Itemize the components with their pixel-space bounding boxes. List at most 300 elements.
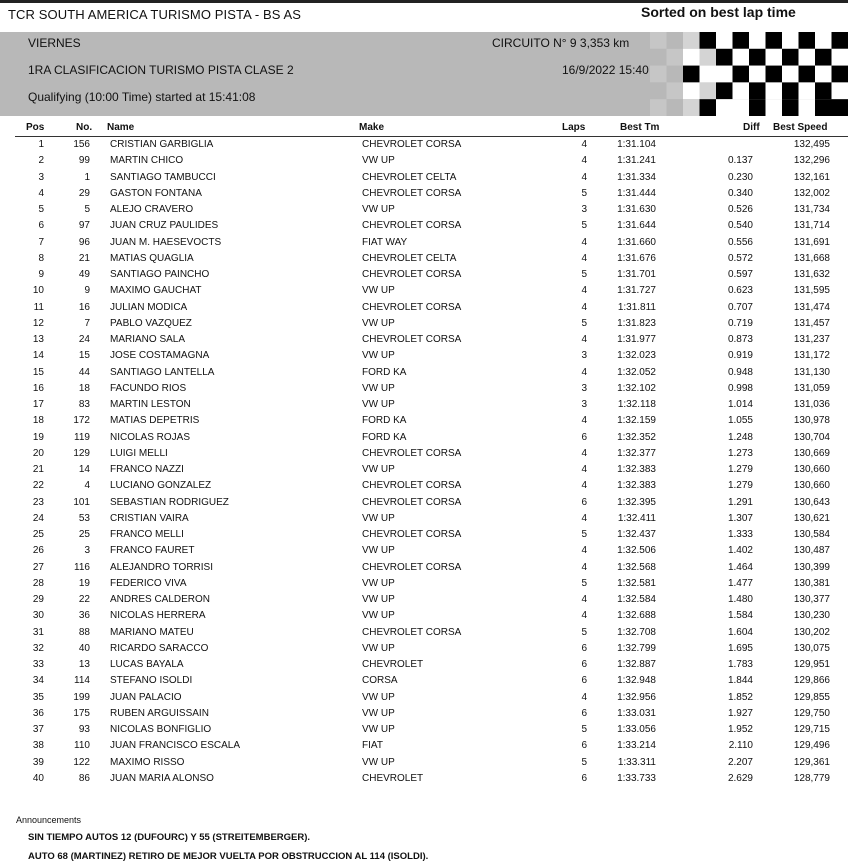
cell-diff: 1.014 — [727, 399, 753, 410]
cell-pos: 6 — [38, 220, 44, 232]
cell-laps: 4 — [581, 464, 587, 475]
cell-diff: 0.340 — [727, 187, 753, 199]
cell-best: 1:31.334 — [617, 171, 656, 183]
cell-name: FRANCO MELLI — [110, 529, 184, 540]
cell-speed: 130,704 — [793, 431, 830, 443]
cell-no: 4 — [84, 480, 90, 492]
cell-speed: 129,361 — [793, 756, 830, 768]
cell-pos: 2 — [38, 155, 44, 167]
cell-no: 19 — [78, 577, 90, 589]
table-row — [0, 561, 848, 577]
cell-best: 1:31.977 — [617, 334, 656, 345]
cell-laps: 4 — [581, 236, 587, 248]
cell-no: 16 — [78, 301, 90, 313]
cell-name: GASTON FONTANA — [110, 187, 202, 199]
cell-speed: 132,002 — [793, 187, 830, 199]
cell-name: STEFANO ISOLDI — [110, 675, 193, 687]
cell-speed: 131,130 — [793, 366, 830, 378]
cell-no: 116 — [74, 561, 90, 573]
cell-no: 93 — [78, 724, 90, 735]
cell-best: 1:31.644 — [617, 220, 656, 232]
cell-best: 1:32.956 — [617, 691, 656, 703]
cell-name: LUIGI MELLI — [110, 447, 168, 459]
cell-no: 122 — [73, 756, 90, 768]
cell-diff: 0.873 — [727, 334, 753, 345]
cell-diff: 0.597 — [727, 269, 753, 280]
cell-diff: 1.480 — [727, 594, 753, 605]
cell-no: 86 — [78, 772, 90, 784]
cell-laps: 3 — [581, 399, 587, 410]
cell-name: ALEJO CRAVERO — [110, 204, 194, 215]
cell-best: 1:31.701 — [617, 269, 656, 280]
cell-no: 156 — [73, 139, 90, 150]
cell-name: LUCIANO GONZALEZ — [110, 480, 212, 492]
cell-speed: 130,075 — [793, 642, 830, 654]
announcement-line: SIN TIEMPO AUTOS 12 (DUFOURC) Y 55 (STREITEMBERGER). — [28, 832, 311, 843]
cell-speed: 130,669 — [793, 447, 830, 459]
cell-name: JULIAN MODICA — [110, 301, 188, 313]
announcement-line: AUTO 68 (MARTINEZ) RETIRO DE MEJOR VUELTA POR OBSTRUCCION AL 114 (ISOLDI). — [28, 851, 429, 862]
table-row — [0, 366, 848, 382]
cell-speed: 131,734 — [793, 204, 830, 215]
cell-best: 1:32.688 — [617, 610, 656, 622]
cell-diff: 0.707 — [727, 301, 753, 313]
cell-speed: 131,691 — [793, 236, 830, 248]
cell-speed: 129,855 — [793, 691, 830, 703]
cell-laps: 6 — [581, 496, 587, 508]
cell-best: 1:31.727 — [617, 285, 656, 297]
cell-name: MARIANO MATEU — [110, 626, 194, 638]
cell-best: 1:32.568 — [617, 561, 656, 573]
cell-diff: 1.055 — [727, 415, 753, 427]
cell-pos: 29 — [32, 594, 44, 605]
cell-laps: 5 — [581, 269, 587, 280]
cell-pos: 5 — [38, 204, 44, 215]
cell-laps: 4 — [581, 366, 587, 378]
cell-best: 1:32.377 — [617, 447, 656, 459]
cell-no: 49 — [78, 269, 90, 280]
table-row — [0, 268, 848, 284]
cell-speed: 130,660 — [793, 464, 830, 475]
cell-pos: 27 — [32, 561, 44, 573]
cell-name: FRANCO FAURET — [110, 545, 195, 557]
cell-diff: 1.279 — [727, 464, 753, 475]
cell-speed: 132,161 — [793, 171, 830, 183]
cell-pos: 19 — [32, 431, 44, 443]
cell-laps: 6 — [581, 642, 587, 654]
cell-laps: 4 — [581, 171, 587, 183]
session-datetime: 16/9/2022 15:40 — [562, 63, 649, 77]
cell-best: 1:31.241 — [617, 155, 656, 167]
session-name: 1RA CLASIFICACION TURISMO PISTA CLASE 2 — [28, 63, 294, 77]
cell-name: MARTIN LESTON — [110, 399, 191, 410]
cell-make: CHEVROLET — [362, 772, 424, 784]
cell-no: 199 — [73, 691, 90, 703]
cell-speed: 130,399 — [793, 561, 830, 573]
cell-speed: 129,866 — [793, 675, 830, 687]
cell-name: JOSE COSTAMAGNA — [110, 350, 210, 362]
cell-pos: 17 — [32, 399, 44, 410]
table-row — [0, 496, 848, 512]
cell-pos: 12 — [32, 317, 44, 329]
cell-laps: 5 — [581, 187, 587, 199]
cell-no: 29 — [78, 187, 90, 199]
cell-best: 1:32.383 — [617, 480, 656, 492]
cell-laps: 3 — [581, 204, 587, 215]
cell-name: NICOLAS BONFIGLIO — [110, 724, 212, 735]
cell-no: 5 — [84, 204, 90, 215]
cell-make: CHEVROLET CORSA — [362, 529, 462, 540]
cell-no: 9 — [84, 285, 90, 297]
cell-name: MARTIN CHICO — [110, 155, 184, 167]
cell-make: VW UP — [362, 399, 395, 410]
cell-name: SANTIAGO PAINCHO — [110, 269, 210, 280]
cell-pos: 26 — [32, 545, 44, 557]
cell-best: 1:32.581 — [617, 577, 656, 589]
cell-pos: 10 — [32, 285, 44, 297]
cell-best: 1:31.811 — [617, 301, 656, 313]
cell-pos: 28 — [32, 577, 44, 589]
cell-pos: 4 — [38, 187, 44, 199]
table-row — [0, 414, 848, 430]
cell-name: NICOLAS ROJAS — [110, 431, 191, 443]
cell-make: VW UP — [362, 756, 395, 768]
cell-name: MAXIMO GAUCHAT — [110, 285, 202, 297]
cell-speed: 130,381 — [793, 577, 830, 589]
table-row — [0, 171, 848, 187]
cell-best: 1:32.411 — [617, 512, 656, 524]
cell-pos: 33 — [32, 659, 44, 670]
cell-no: 3 — [84, 545, 90, 557]
table-row — [0, 479, 848, 495]
cell-no: 83 — [78, 399, 90, 410]
cell-name: JUAN CRUZ PAULIDES — [110, 220, 219, 232]
cell-make: FIAT — [362, 740, 383, 752]
cell-best: 1:32.948 — [617, 675, 656, 687]
cell-best: 1:33.031 — [617, 707, 656, 719]
cell-best: 1:32.352 — [617, 431, 656, 443]
cell-laps: 4 — [581, 155, 587, 167]
cell-no: 110 — [74, 740, 90, 752]
table-row — [0, 349, 848, 365]
cell-diff: 0.623 — [727, 285, 753, 297]
cell-diff: 1.783 — [727, 659, 753, 670]
cell-name: JUAN FRANCISCO ESCALA — [110, 740, 241, 752]
cell-best: 1:31.444 — [617, 187, 656, 199]
cell-no: 7 — [84, 317, 90, 329]
cell-pos: 31 — [32, 626, 44, 638]
cell-pos: 20 — [32, 447, 44, 459]
cell-laps: 5 — [581, 756, 587, 768]
results-table — [0, 138, 848, 788]
cell-speed: 129,496 — [793, 740, 830, 752]
cell-diff: 1.477 — [727, 577, 753, 589]
cell-make: VW UP — [362, 642, 395, 654]
cell-pos: 3 — [38, 171, 44, 183]
cell-pos: 8 — [38, 252, 44, 264]
cell-speed: 131,172 — [793, 350, 830, 362]
cell-laps: 5 — [581, 577, 587, 589]
cell-no: 25 — [78, 529, 90, 540]
qualifying-info: Qualifying (10:00 Time) started at 15:41:08 — [28, 90, 256, 104]
cell-make: CHEVROLET CORSA — [362, 334, 462, 345]
day-label: VIERNES — [28, 36, 81, 50]
cell-pos: 24 — [32, 512, 44, 524]
table-row — [0, 382, 848, 398]
col-diff-header: Diff — [743, 122, 760, 133]
table-row — [0, 512, 848, 528]
cell-speed: 130,487 — [793, 545, 830, 557]
col-speed-header: Best Speed — [773, 122, 828, 133]
cell-make: CHEVROLET CELTA — [362, 171, 457, 183]
cell-name: SANTIAGO TAMBUCCI — [110, 171, 216, 183]
cell-name: MATIAS DEPETRIS — [110, 415, 200, 427]
cell-diff: 1.464 — [727, 561, 753, 573]
cell-best: 1:32.799 — [617, 642, 656, 654]
cell-pos: 13 — [32, 334, 44, 345]
cell-diff: 1.927 — [727, 707, 753, 719]
cell-name: JUAN M. HAESEVOCTS — [110, 236, 222, 248]
cell-diff: 1.291 — [727, 496, 753, 508]
cell-diff: 0.919 — [727, 350, 753, 362]
cell-best: 1:32.383 — [617, 464, 656, 475]
cell-laps: 4 — [581, 334, 587, 345]
table-row — [0, 528, 848, 544]
cell-no: 14 — [78, 464, 90, 475]
cell-speed: 129,750 — [793, 707, 830, 719]
cell-laps: 4 — [581, 594, 587, 605]
cell-speed: 132,495 — [793, 139, 830, 150]
table-row — [0, 203, 848, 219]
cell-make: FORD KA — [362, 415, 407, 427]
table-row — [0, 219, 848, 235]
cell-make: VW UP — [362, 317, 395, 329]
cell-best: 1:31.660 — [617, 236, 656, 248]
table-row — [0, 544, 848, 560]
cell-speed: 131,714 — [793, 220, 830, 232]
table-row — [0, 431, 848, 447]
cell-diff: 1.248 — [727, 431, 753, 443]
cell-laps: 4 — [581, 691, 587, 703]
cell-laps: 3 — [581, 350, 587, 362]
col-name-header: Name — [107, 122, 135, 133]
cell-best: 1:31.823 — [617, 317, 656, 329]
cell-name: MATIAS QUAGLIA — [110, 252, 194, 264]
cell-speed: 130,660 — [793, 480, 830, 492]
cell-make: VW UP — [362, 512, 395, 524]
cell-best: 1:32.584 — [617, 594, 656, 605]
cell-no: 175 — [73, 707, 90, 719]
cell-no: 44 — [78, 366, 90, 378]
cell-name: SANTIAGO LANTELLA — [110, 366, 215, 378]
cell-name: FACUNDO RIOS — [110, 382, 187, 394]
cell-speed: 129,951 — [793, 659, 830, 670]
cell-no: 119 — [74, 431, 90, 443]
cell-best: 1:33.733 — [617, 772, 656, 784]
cell-speed: 130,377 — [793, 594, 830, 605]
cell-pos: 38 — [32, 740, 44, 752]
col-laps-header: Laps — [562, 122, 586, 133]
cell-name: CRISTIAN GARBIGLIA — [110, 139, 214, 150]
cell-best: 1:32.159 — [617, 415, 656, 427]
cell-make: VW UP — [362, 707, 395, 719]
cell-no: 13 — [78, 659, 90, 670]
table-row — [0, 252, 848, 268]
cell-make: FIAT WAY — [362, 236, 408, 248]
cell-pos: 7 — [38, 236, 44, 248]
cell-make: CHEVROLET CORSA — [362, 480, 462, 492]
cell-no: 99 — [78, 155, 90, 167]
table-row — [0, 756, 848, 772]
table-row — [0, 739, 848, 755]
table-row — [0, 447, 848, 463]
cell-pos: 32 — [32, 642, 44, 654]
cell-pos: 36 — [32, 707, 44, 719]
cell-name: RUBEN ARGUISSAIN — [110, 707, 209, 719]
cell-diff: 1.307 — [727, 512, 753, 524]
cell-best: 1:33.214 — [617, 740, 656, 752]
cell-make: CORSA — [362, 675, 398, 687]
cell-laps: 6 — [581, 772, 587, 784]
table-row — [0, 333, 848, 349]
cell-speed: 131,595 — [793, 285, 830, 297]
cell-make: VW UP — [362, 350, 395, 362]
cell-speed: 131,237 — [793, 334, 830, 345]
cell-pos: 39 — [32, 756, 44, 768]
cell-diff: 2.207 — [727, 756, 753, 768]
cell-make: VW UP — [362, 204, 395, 215]
cell-pos: 11 — [33, 301, 44, 313]
cell-pos: 18 — [32, 415, 44, 427]
cell-diff: 0.572 — [727, 252, 753, 264]
cell-diff: 1.695 — [727, 642, 753, 654]
cell-laps: 4 — [581, 139, 587, 150]
table-row — [0, 609, 848, 625]
cell-no: 97 — [78, 220, 90, 232]
cell-make: CHEVROLET CORSA — [362, 187, 462, 199]
cell-make: VW UP — [362, 691, 395, 703]
col-no-header: No. — [76, 122, 93, 133]
cell-diff: 0.540 — [727, 220, 753, 232]
cell-speed: 131,632 — [793, 269, 830, 280]
cell-make: VW UP — [362, 577, 395, 589]
cell-name: PABLO VAZQUEZ — [110, 317, 192, 329]
cell-diff: 1.844 — [727, 675, 753, 687]
cell-pos: 16 — [32, 382, 44, 394]
cell-make: VW UP — [362, 545, 395, 557]
cell-pos: 40 — [32, 772, 44, 784]
cell-diff: 1.402 — [727, 545, 753, 557]
cell-no: 21 — [78, 252, 90, 264]
cell-laps: 4 — [581, 301, 587, 313]
cell-diff: 2.110 — [728, 740, 753, 752]
table-row — [0, 577, 848, 593]
cell-name: SEBASTIAN RODRIGUEZ — [110, 496, 229, 508]
cell-best: 1:32.395 — [617, 496, 656, 508]
cell-make: CHEVROLET CORSA — [362, 139, 462, 150]
cell-speed: 131,474 — [793, 301, 830, 313]
cell-pos: 14 — [32, 350, 44, 362]
cell-name: MAXIMO RISSO — [110, 756, 185, 768]
header-rule — [15, 136, 848, 137]
cell-speed: 130,202 — [793, 626, 830, 638]
cell-make: CHEVROLET CORSA — [362, 301, 462, 313]
cell-diff: 1.604 — [727, 626, 753, 638]
cell-best: 1:33.056 — [617, 724, 656, 735]
cell-pos: 1 — [38, 139, 44, 150]
cell-laps: 4 — [581, 447, 587, 459]
cell-no: 36 — [78, 610, 90, 622]
cell-laps: 4 — [581, 545, 587, 557]
cell-laps: 4 — [581, 415, 587, 427]
cell-best: 1:32.506 — [617, 545, 656, 557]
cell-make: CHEVROLET CORSA — [362, 269, 462, 280]
table-row — [0, 707, 848, 723]
table-row — [0, 236, 848, 252]
col-make-header: Make — [359, 122, 385, 133]
cell-best: 1:32.887 — [617, 659, 656, 670]
cell-best: 1:31.104 — [617, 139, 656, 150]
table-row — [0, 772, 848, 788]
table-row — [0, 187, 848, 203]
cell-make: FORD KA — [362, 366, 407, 378]
table-row — [0, 317, 848, 333]
cell-diff: 0.230 — [727, 171, 753, 183]
cell-laps: 6 — [581, 675, 587, 687]
cell-pos: 34 — [32, 675, 44, 687]
cell-name: JUAN MARIA ALONSO — [110, 772, 214, 784]
cell-no: 18 — [78, 382, 90, 394]
cell-make: FORD KA — [362, 431, 407, 443]
cell-laps: 3 — [581, 382, 587, 394]
cell-laps: 5 — [581, 529, 587, 540]
cell-speed: 128,779 — [793, 772, 830, 784]
circuit-label: CIRCUITO N° 9 3,353 km — [492, 36, 630, 50]
cell-name: RICARDO SARACCO — [110, 642, 209, 654]
cell-no: 88 — [78, 626, 90, 638]
table-row — [0, 138, 848, 154]
cell-laps: 5 — [581, 626, 587, 638]
cell-laps: 4 — [581, 480, 587, 492]
cell-no: 53 — [78, 512, 90, 524]
cell-best: 1:32.437 — [617, 529, 656, 540]
cell-make: CHEVROLET CORSA — [362, 496, 462, 508]
cell-name: MARIANO SALA — [110, 334, 186, 345]
cell-speed: 131,668 — [793, 252, 830, 264]
cell-make: VW UP — [362, 610, 395, 622]
table-row — [0, 593, 848, 609]
cell-diff: 0.137 — [727, 155, 753, 167]
cell-laps: 6 — [581, 707, 587, 719]
cell-diff: 1.852 — [727, 691, 753, 703]
cell-pos: 30 — [32, 610, 44, 622]
cell-no: 172 — [73, 415, 90, 427]
cell-make: VW UP — [362, 724, 395, 735]
cell-diff: 0.948 — [727, 366, 753, 378]
cell-laps: 4 — [581, 561, 587, 573]
cell-laps: 4 — [581, 252, 587, 264]
cell-make: CHEVROLET CORSA — [362, 220, 462, 232]
cell-pos: 23 — [32, 496, 44, 508]
cell-laps: 5 — [581, 724, 587, 735]
cell-no: 24 — [78, 334, 90, 345]
cell-make: VW UP — [362, 594, 395, 605]
cell-pos: 9 — [38, 269, 44, 280]
cell-name: CRISTIAN VAIRA — [110, 512, 189, 524]
cell-name: ALEJANDRO TORRISI — [110, 561, 213, 573]
table-row — [0, 674, 848, 690]
cell-speed: 131,036 — [793, 399, 830, 410]
